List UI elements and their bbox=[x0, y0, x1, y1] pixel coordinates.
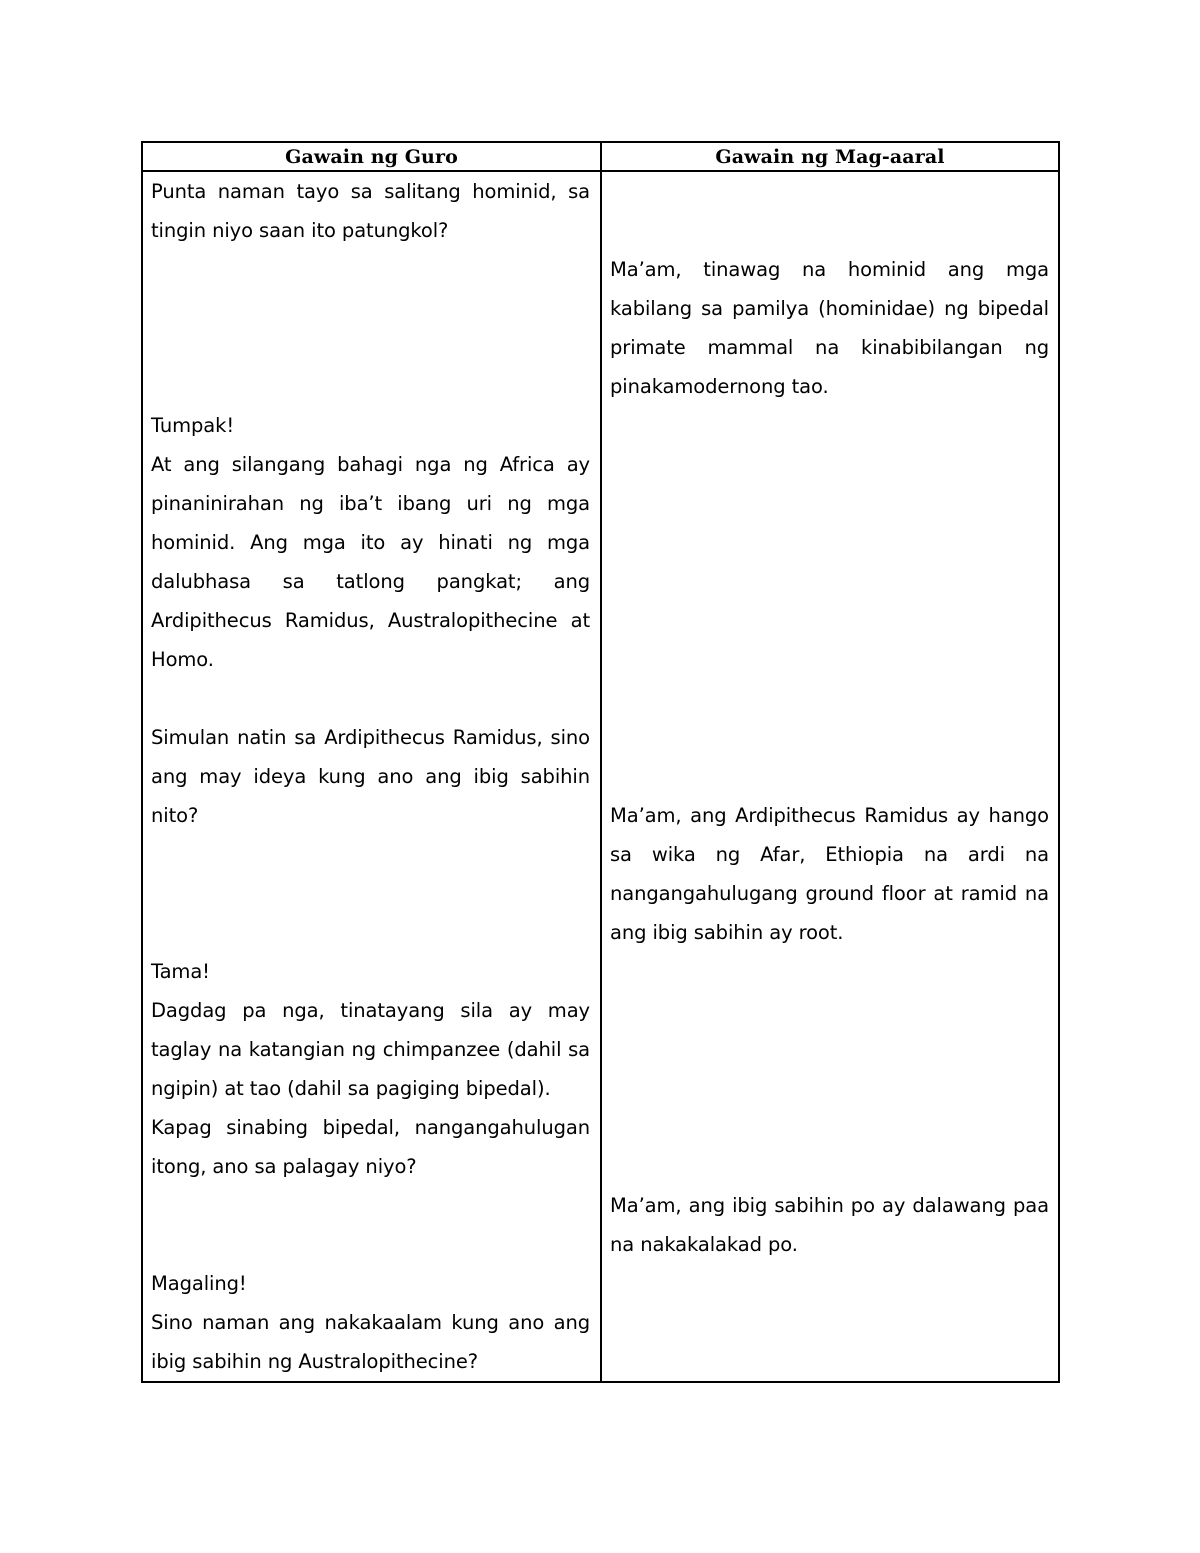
teacher-paragraph: Sino naman ang nakakaalam kung ano ang ibig sabihin ng Australopithecine? bbox=[151, 1311, 590, 1373]
header-student: Gawain ng Mag-aaral bbox=[715, 146, 945, 168]
teacher-paragraph: Simulan natin sa Ardipithecus Ramidus, sino ang may ideya kung ano ang ibig sabihin nito? bbox=[151, 726, 590, 827]
student-paragraph: Ma’am, ang ibig sabihin po ay dalawang paa na nakakalakad po. bbox=[610, 1194, 1049, 1256]
header-teacher: Gawain ng Guro bbox=[285, 146, 458, 168]
teacher-paragraph: Dagdag pa nga, tinatayang sila ay may taglay na katangian ng chimpanzee (dahil sa ngipin) at tao (dahil sa pagiging bipedal). bbox=[151, 999, 590, 1100]
teacher-paragraph: Tumpak! bbox=[151, 414, 235, 437]
teacher-paragraph: Punta naman tayo sa salitang hominid, sa tingin niyo saan ito patungkol? bbox=[151, 180, 590, 242]
teacher-paragraph: Magaling! bbox=[151, 1272, 247, 1295]
teacher-paragraph: Kapag sinabing bipedal, nangangahulugan itong, ano sa palagay niyo? bbox=[151, 1116, 590, 1178]
column-divider bbox=[600, 143, 602, 1381]
teacher-paragraph: At ang silangang bahagi nga ng Africa ay pinaninirahan ng iba’t ibang uri ng mga hominid. Ang mga ito ay hinati ng mga dalubhasa sa tatlong pangkat; ang Ardipithecus Ramidus, Australopithecine at Homo. bbox=[151, 453, 590, 671]
student-paragraph: Ma’am, tinawag na hominid ang mga kabilang sa pamilya (hominidae) ng bipedal primate mammal na kinabibilangan ng pinakamodernong tao. bbox=[610, 258, 1049, 398]
teacher-paragraph: Tama! bbox=[151, 960, 210, 983]
student-paragraph: Ma’am, ang Ardipithecus Ramidus ay hango sa wika ng Afar, Ethiopia na ardi na nangangahulugang ground floor at ramid na ang ibig sabihin ay root. bbox=[610, 804, 1049, 944]
activity-table bbox=[141, 141, 1060, 1383]
